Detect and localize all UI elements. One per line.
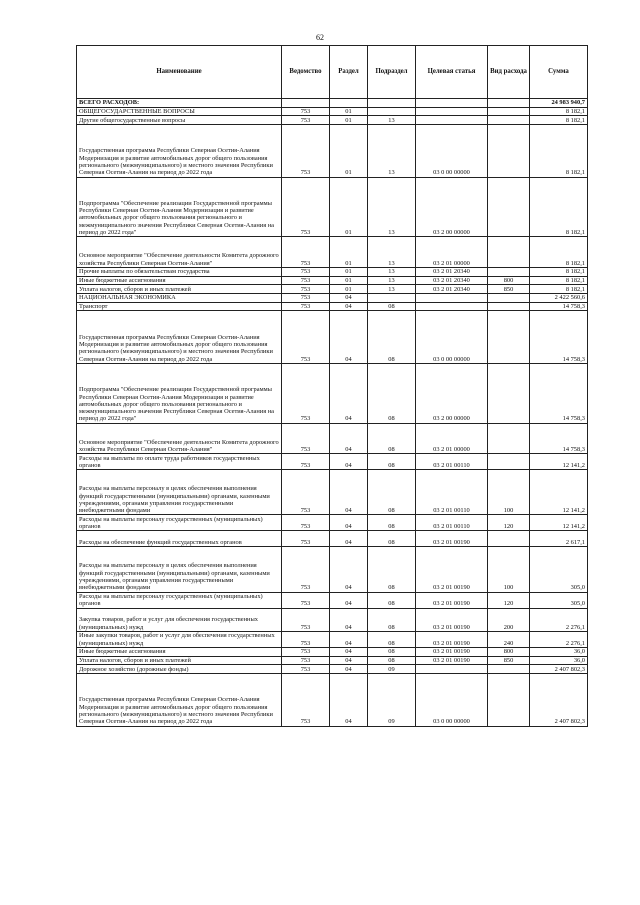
row-department: 753 bbox=[282, 631, 330, 647]
row-subsection bbox=[368, 107, 416, 116]
row-name: Государственная программа Республики Северная Осетия-Алания Модернизация и развитие автомобильных дорог общего пользования регионального (межмуниципального) и местного значения Республики Северная Осетия-Алания на период до 2022 года bbox=[77, 125, 282, 178]
row-department: 753 bbox=[282, 311, 330, 364]
row-name: Иные бюджетные ассигнования bbox=[77, 276, 282, 285]
row-section: 04 bbox=[330, 363, 368, 423]
row-amount: 14 758,3 bbox=[530, 311, 588, 364]
table-row bbox=[77, 302, 588, 311]
row-target-article bbox=[416, 302, 488, 311]
row-expense-kind bbox=[488, 665, 530, 674]
row-section: 01 bbox=[330, 177, 368, 237]
row-department: 753 bbox=[282, 547, 330, 592]
row-section: 04 bbox=[330, 631, 368, 647]
table-row bbox=[77, 656, 588, 665]
row-expense-kind: 800 bbox=[488, 276, 530, 285]
row-expense-kind: 120 bbox=[488, 515, 530, 531]
row-amount: 305,0 bbox=[530, 547, 588, 592]
table-row bbox=[77, 294, 588, 303]
table-row bbox=[77, 674, 588, 727]
row-name: ОБЩЕГОСУДАРСТВЕННЫЕ ВОПРОСЫ bbox=[77, 107, 282, 116]
row-section: 01 bbox=[330, 276, 368, 285]
row-target-article: 03 2 00 00000 bbox=[416, 177, 488, 237]
row-name: Расходы на выплаты персоналу государственных (муниципальных) органов bbox=[77, 515, 282, 531]
row-section: 01 bbox=[330, 285, 368, 294]
row-subsection: 08 bbox=[368, 592, 416, 608]
row-section: 04 bbox=[330, 608, 368, 631]
row-expense-kind: 850 bbox=[488, 656, 530, 665]
row-amount: 8 182,1 bbox=[530, 116, 588, 125]
table-row bbox=[77, 423, 588, 454]
row-expense-kind bbox=[488, 177, 530, 237]
table-row bbox=[77, 116, 588, 125]
row-section: 04 bbox=[330, 592, 368, 608]
table-row bbox=[77, 125, 588, 178]
row-expense-kind bbox=[488, 267, 530, 276]
row-amount: 305,0 bbox=[530, 592, 588, 608]
row-expense-kind bbox=[488, 423, 530, 454]
row-department: 753 bbox=[282, 592, 330, 608]
row-amount: 14 758,3 bbox=[530, 302, 588, 311]
row-target-article: 03 2 01 00190 bbox=[416, 647, 488, 656]
row-expense-kind bbox=[488, 302, 530, 311]
table-row bbox=[77, 99, 588, 108]
row-subsection: 13 bbox=[368, 125, 416, 178]
row-subsection: 13 bbox=[368, 276, 416, 285]
row-subsection: 13 bbox=[368, 285, 416, 294]
row-amount: 36,0 bbox=[530, 647, 588, 656]
header-name: Наименование bbox=[77, 46, 282, 99]
row-section: 01 bbox=[330, 116, 368, 125]
row-expense-kind: 100 bbox=[488, 547, 530, 592]
row-department: 753 bbox=[282, 665, 330, 674]
row-name: Расходы на выплаты персоналу государственных (муниципальных) органов bbox=[77, 592, 282, 608]
row-name: Основное мероприятие "Обеспечение деятельности Комитета дорожного хозяйства Республики Северная Осетия-Алания" bbox=[77, 423, 282, 454]
row-amount: 8 182,1 bbox=[530, 125, 588, 178]
row-subsection: 08 bbox=[368, 608, 416, 631]
row-name: Государственная программа Республики Северная Осетия-Алания Модернизация и развитие автомобильных дорог общего пользования регионального (межмуниципального) и местного значения Республики Северная Осетия-Алания на период до 2022 года bbox=[77, 674, 282, 727]
row-subsection: 09 bbox=[368, 665, 416, 674]
row-name: НАЦИОНАЛЬНАЯ ЭКОНОМИКА bbox=[77, 294, 282, 303]
row-target-article: 03 2 01 00190 bbox=[416, 592, 488, 608]
row-subsection: 08 bbox=[368, 454, 416, 470]
row-name: Расходы на выплаты персоналу в целях обеспечения выполнения функций государственными (муниципальными) органами, казенными учреждениями, органами управления государственными внебюджетными фондами bbox=[77, 470, 282, 515]
row-expense-kind: 200 bbox=[488, 608, 530, 631]
header-subsection: Подраздел bbox=[368, 46, 416, 99]
row-amount: 2 407 802,3 bbox=[530, 674, 588, 727]
table-row bbox=[77, 363, 588, 423]
table-row bbox=[77, 311, 588, 364]
row-target-article: 03 2 01 00000 bbox=[416, 423, 488, 454]
row-section: 01 bbox=[330, 107, 368, 116]
row-target-article bbox=[416, 99, 488, 108]
header-department: Ведомство bbox=[282, 46, 330, 99]
row-amount: 2 407 802,3 bbox=[530, 665, 588, 674]
row-amount: 8 182,1 bbox=[530, 285, 588, 294]
row-department: 753 bbox=[282, 608, 330, 631]
header-section: Раздел bbox=[330, 46, 368, 99]
header-amount: Сумма bbox=[530, 46, 588, 99]
row-subsection: 08 bbox=[368, 647, 416, 656]
page-number: 62 bbox=[316, 33, 324, 42]
row-section: 01 bbox=[330, 125, 368, 178]
row-name: Подпрограмма "Обеспечение реализации Государственной программы Республики Северная Осетия-Алания Модернизация и развитие автомобильных дорог общего пользования регионального и межмуниципального значения Республики Северная Осетия-Алания на период до 2022 года" bbox=[77, 177, 282, 237]
row-amount: 8 182,1 bbox=[530, 237, 588, 268]
row-name: Основное мероприятие "Обеспечение деятельности Комитета дорожного хозяйства Республики Северная Осетия-Алания" bbox=[77, 237, 282, 268]
row-target-article bbox=[416, 665, 488, 674]
row-section bbox=[330, 99, 368, 108]
budget-expenditure-table bbox=[76, 45, 588, 727]
row-expense-kind bbox=[488, 454, 530, 470]
row-subsection bbox=[368, 99, 416, 108]
row-subsection: 08 bbox=[368, 656, 416, 665]
row-expense-kind bbox=[488, 125, 530, 178]
row-subsection: 08 bbox=[368, 302, 416, 311]
row-subsection: 08 bbox=[368, 470, 416, 515]
row-name: Иные закупки товаров, работ и услуг для обеспечения государственных (муниципальных) нужд bbox=[77, 631, 282, 647]
row-expense-kind bbox=[488, 674, 530, 727]
row-name: Дорожное хозяйство (дорожные фонды) bbox=[77, 665, 282, 674]
table-row bbox=[77, 177, 588, 237]
row-subsection: 08 bbox=[368, 531, 416, 547]
row-name: Иные бюджетные ассигнования bbox=[77, 647, 282, 656]
row-amount: 12 141,2 bbox=[530, 470, 588, 515]
row-department: 753 bbox=[282, 125, 330, 178]
table-row bbox=[77, 267, 588, 276]
table-row bbox=[77, 647, 588, 656]
row-target-article: 03 0 00 00000 bbox=[416, 125, 488, 178]
row-department: 753 bbox=[282, 674, 330, 727]
row-target-article: 03 2 01 00190 bbox=[416, 531, 488, 547]
table-row bbox=[77, 237, 588, 268]
row-expense-kind bbox=[488, 294, 530, 303]
row-department: 753 bbox=[282, 515, 330, 531]
table-body bbox=[77, 99, 588, 727]
row-expense-kind: 100 bbox=[488, 470, 530, 515]
row-name: Транспорт bbox=[77, 302, 282, 311]
row-subsection: 08 bbox=[368, 547, 416, 592]
row-subsection: 13 bbox=[368, 177, 416, 237]
row-section: 04 bbox=[330, 647, 368, 656]
row-section: 04 bbox=[330, 302, 368, 311]
row-amount: 2 276,1 bbox=[530, 631, 588, 647]
row-section: 04 bbox=[330, 665, 368, 674]
row-department: 753 bbox=[282, 656, 330, 665]
row-target-article: 03 2 01 00000 bbox=[416, 237, 488, 268]
row-section: 04 bbox=[330, 547, 368, 592]
row-department: 753 bbox=[282, 423, 330, 454]
row-name: Уплата налогов, сборов и иных платежей bbox=[77, 285, 282, 294]
row-section: 01 bbox=[330, 267, 368, 276]
row-department: 753 bbox=[282, 237, 330, 268]
row-section: 04 bbox=[330, 515, 368, 531]
row-subsection: 13 bbox=[368, 237, 416, 268]
row-amount: 12 141,2 bbox=[530, 454, 588, 470]
row-target-article: 03 0 00 00000 bbox=[416, 311, 488, 364]
table-row bbox=[77, 608, 588, 631]
row-section: 04 bbox=[330, 656, 368, 665]
row-subsection: 08 bbox=[368, 515, 416, 531]
row-target-article: 03 2 01 00110 bbox=[416, 470, 488, 515]
row-department: 753 bbox=[282, 276, 330, 285]
table-row bbox=[77, 665, 588, 674]
row-target-article: 03 2 01 00190 bbox=[416, 608, 488, 631]
header-target-article: Целевая статья bbox=[416, 46, 488, 99]
table-row bbox=[77, 515, 588, 531]
row-target-article bbox=[416, 294, 488, 303]
row-subsection: 13 bbox=[368, 116, 416, 125]
row-name: Подпрограмма "Обеспечение реализации Государственной программы Республики Северная Осетия-Алания Модернизация и развитие автомобильных дорог общего пользования регионального и межмуниципального значения Республики Северная Осетия-Алания на период до 2022 года" bbox=[77, 363, 282, 423]
row-section: 04 bbox=[330, 294, 368, 303]
row-amount: 14 758,3 bbox=[530, 423, 588, 454]
table-row bbox=[77, 592, 588, 608]
table-row bbox=[77, 631, 588, 647]
row-target-article: 03 2 01 00110 bbox=[416, 515, 488, 531]
row-name: Уплата налогов, сборов и иных платежей bbox=[77, 656, 282, 665]
row-target-article bbox=[416, 107, 488, 116]
row-expense-kind bbox=[488, 116, 530, 125]
row-target-article: 03 2 01 20340 bbox=[416, 285, 488, 294]
row-subsection: 13 bbox=[368, 267, 416, 276]
row-name: Расходы на выплаты по оплате труда работников государственных органов bbox=[77, 454, 282, 470]
row-department: 753 bbox=[282, 116, 330, 125]
row-section: 04 bbox=[330, 531, 368, 547]
row-amount: 24 983 940,7 bbox=[530, 99, 588, 108]
row-target-article: 03 2 01 20340 bbox=[416, 267, 488, 276]
row-amount: 8 182,1 bbox=[530, 267, 588, 276]
row-expense-kind: 120 bbox=[488, 592, 530, 608]
row-expense-kind bbox=[488, 99, 530, 108]
row-section: 04 bbox=[330, 311, 368, 364]
row-expense-kind bbox=[488, 311, 530, 364]
table-row bbox=[77, 547, 588, 592]
row-section: 04 bbox=[330, 470, 368, 515]
row-department: 753 bbox=[282, 177, 330, 237]
row-target-article: 03 2 01 00190 bbox=[416, 547, 488, 592]
row-department: 753 bbox=[282, 267, 330, 276]
table-row bbox=[77, 276, 588, 285]
row-name: Расходы на обеспечение функций государственных органов bbox=[77, 531, 282, 547]
row-name: Расходы на выплаты персоналу в целях обеспечения выполнения функций государственными (муниципальными) органами, казенными учреждениями, органами управления государственными внебюджетными фондами bbox=[77, 547, 282, 592]
row-department: 753 bbox=[282, 470, 330, 515]
row-department: 753 bbox=[282, 302, 330, 311]
row-name: Закупка товаров, работ и услуг для обеспечения государственных (муниципальных) нужд bbox=[77, 608, 282, 631]
row-target-article: 03 2 00 00000 bbox=[416, 363, 488, 423]
table-row bbox=[77, 470, 588, 515]
row-target-article: 03 2 01 20340 bbox=[416, 276, 488, 285]
row-amount: 36,0 bbox=[530, 656, 588, 665]
row-subsection: 08 bbox=[368, 423, 416, 454]
row-section: 04 bbox=[330, 674, 368, 727]
row-department: 753 bbox=[282, 294, 330, 303]
row-expense-kind: 800 bbox=[488, 647, 530, 656]
row-expense-kind: 850 bbox=[488, 285, 530, 294]
row-department: 753 bbox=[282, 107, 330, 116]
row-name: ВСЕГО РАСХОДОВ: bbox=[77, 99, 282, 108]
row-expense-kind bbox=[488, 237, 530, 268]
row-expense-kind bbox=[488, 531, 530, 547]
row-expense-kind bbox=[488, 107, 530, 116]
table-header-row bbox=[77, 46, 588, 99]
row-subsection: 08 bbox=[368, 363, 416, 423]
row-expense-kind: 240 bbox=[488, 631, 530, 647]
row-target-article: 03 2 01 00110 bbox=[416, 454, 488, 470]
table-row bbox=[77, 531, 588, 547]
row-department: 753 bbox=[282, 531, 330, 547]
row-department: 753 bbox=[282, 647, 330, 656]
row-name: Другие общегосударственные вопросы bbox=[77, 116, 282, 125]
row-department bbox=[282, 99, 330, 108]
row-department: 753 bbox=[282, 454, 330, 470]
row-amount: 8 182,1 bbox=[530, 107, 588, 116]
row-amount: 8 182,1 bbox=[530, 276, 588, 285]
row-subsection bbox=[368, 294, 416, 303]
row-expense-kind bbox=[488, 363, 530, 423]
table-row bbox=[77, 285, 588, 294]
row-amount: 8 182,1 bbox=[530, 177, 588, 237]
table-row bbox=[77, 454, 588, 470]
row-subsection: 09 bbox=[368, 674, 416, 727]
row-amount: 2 617,1 bbox=[530, 531, 588, 547]
row-name: Государственная программа Республики Северная Осетия-Алания Модернизация и развитие автомобильных дорог общего пользования регионального (межмуниципального) и местного значения Республики Северная Осетия-Алания на период до 2022 года bbox=[77, 311, 282, 364]
row-target-article bbox=[416, 116, 488, 125]
header-expense-kind: Вид расхода bbox=[488, 46, 530, 99]
row-amount: 2 276,1 bbox=[530, 608, 588, 631]
row-subsection: 08 bbox=[368, 631, 416, 647]
row-target-article: 03 2 01 00190 bbox=[416, 631, 488, 647]
row-subsection: 08 bbox=[368, 311, 416, 364]
row-target-article: 03 2 01 00190 bbox=[416, 656, 488, 665]
row-department: 753 bbox=[282, 285, 330, 294]
table-row bbox=[77, 107, 588, 116]
row-section: 01 bbox=[330, 237, 368, 268]
row-amount: 2 422 560,6 bbox=[530, 294, 588, 303]
row-section: 04 bbox=[330, 454, 368, 470]
row-department: 753 bbox=[282, 363, 330, 423]
row-amount: 14 758,3 bbox=[530, 363, 588, 423]
row-section: 04 bbox=[330, 423, 368, 454]
row-name: Прочие выплаты по обязательствам государства bbox=[77, 267, 282, 276]
row-target-article: 03 0 00 00000 bbox=[416, 674, 488, 727]
row-amount: 12 141,2 bbox=[530, 515, 588, 531]
